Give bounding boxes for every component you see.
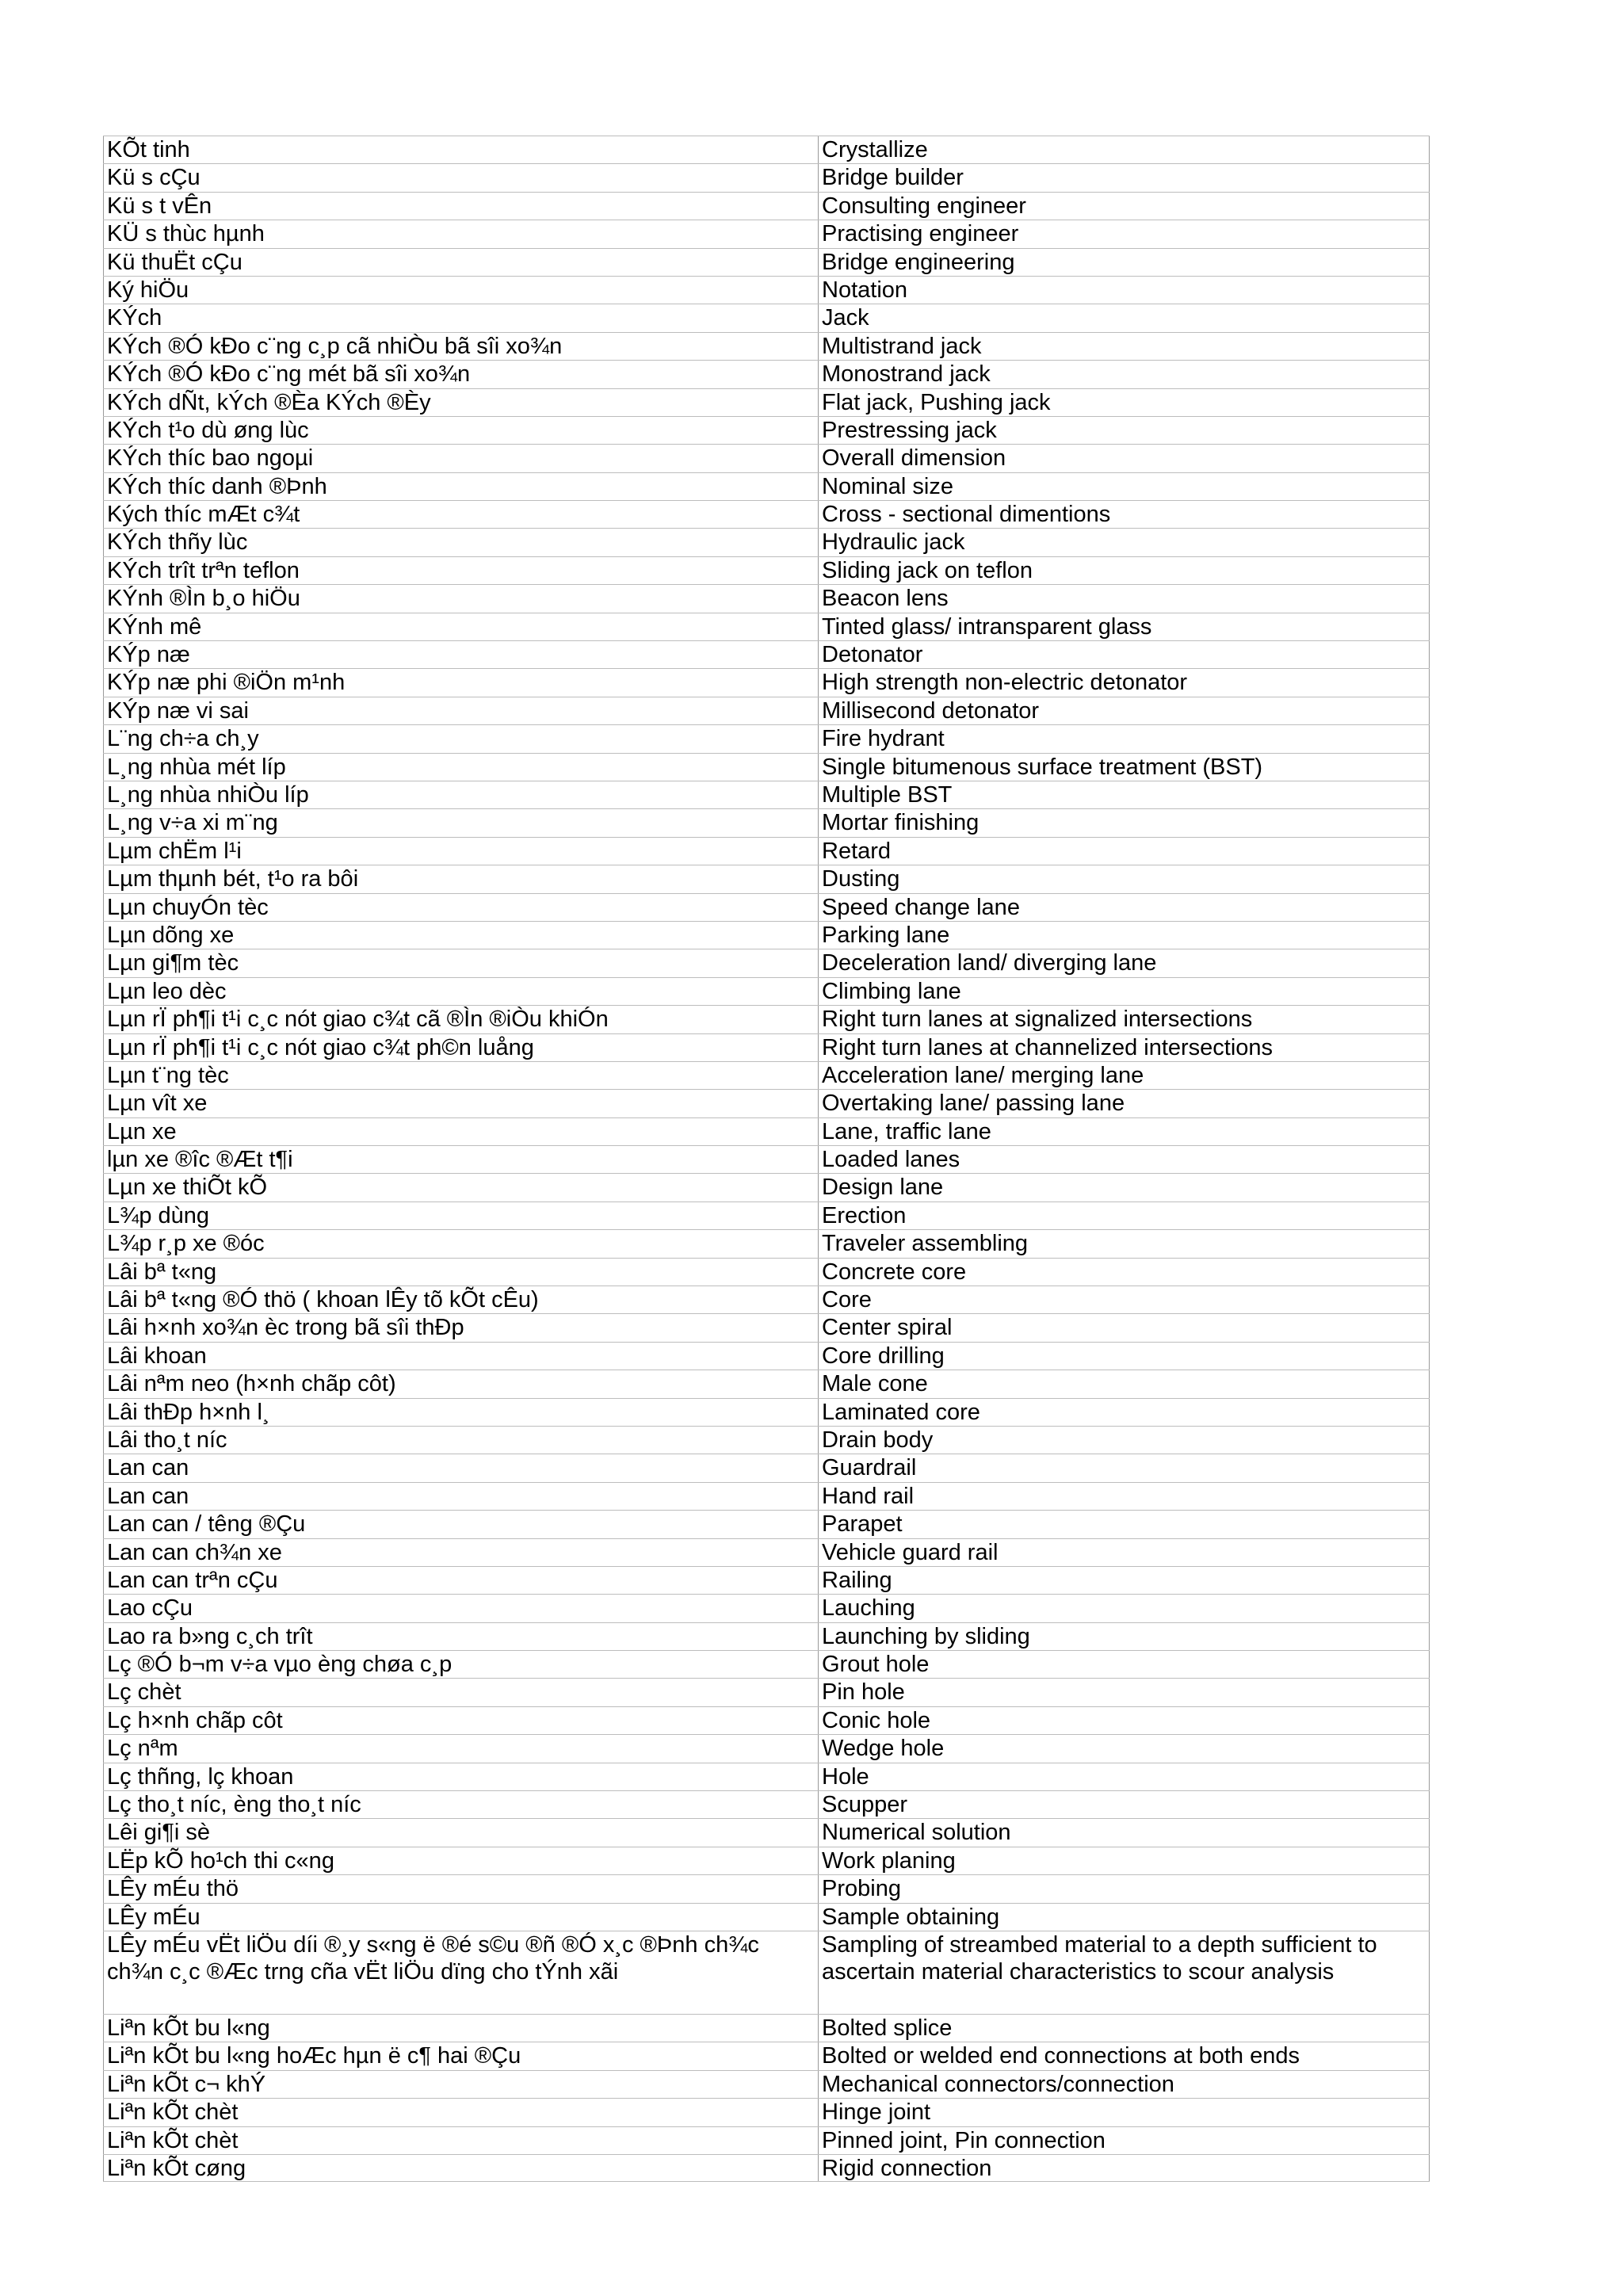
english-term-cell: Design lane: [819, 1174, 1430, 1201]
english-term-cell: Millisecond detonator: [819, 697, 1430, 724]
table-row: [103, 1426, 1430, 1454]
vietnamese-term-cell: Lµn chuyÓn tèc: [103, 894, 819, 921]
vietnamese-term-cell: L¸ng nhùa mét líp: [103, 754, 819, 781]
table-row: [103, 1061, 1430, 1089]
english-term-cell: Pinned joint, Pin connection: [819, 2127, 1430, 2154]
english-term-cell: Fire hydrant: [819, 725, 1430, 752]
table-row: [103, 837, 1430, 865]
vietnamese-term-cell: LÊy mÉu vËt liÖu díi ®¸y s«ng ë ®é s©u ®ñ ®Ó x¸c ®Þnh ch¾c ch¾n c¸c ®Æc trng cña vËt liÖu dïng cho tÝnh xãi: [103, 1931, 819, 2014]
english-term-cell: Lane, traffic lane: [819, 1118, 1430, 1145]
vietnamese-term-cell: Lao cÇu: [103, 1595, 819, 1622]
vietnamese-term-cell: KÝp næ: [103, 641, 819, 668]
english-term-cell: High strength non-electric detonator: [819, 669, 1430, 696]
vietnamese-term-cell: KÜ s thùc hµnh: [103, 220, 819, 247]
table-row: [103, 1594, 1430, 1622]
table-row: [103, 753, 1430, 781]
vietnamese-term-cell: KÝnh mê: [103, 613, 819, 640]
english-term-cell: Hydraulic jack: [819, 529, 1430, 556]
english-term-cell: Male cone: [819, 1370, 1430, 1397]
table-row: [103, 136, 1430, 163]
english-term-cell: Sample obtaining: [819, 1904, 1430, 1931]
vietnamese-term-cell: KÝch thñy lùc: [103, 529, 819, 556]
table-row: [103, 2070, 1430, 2098]
english-term-cell: Hole: [819, 1763, 1430, 1790]
english-term-cell: Acceleration lane/ merging lane: [819, 1062, 1430, 1089]
table-row: [103, 781, 1430, 808]
table-row: [103, 865, 1430, 892]
table-row: [103, 724, 1430, 752]
vietnamese-term-cell: L¾p dùng: [103, 1202, 819, 1229]
english-term-cell: Detonator: [819, 641, 1430, 668]
vietnamese-term-cell: KÝnh ®Ìn b¸o hiÖu: [103, 585, 819, 612]
vietnamese-term-cell: Lan can: [103, 1483, 819, 1510]
table-row: [103, 893, 1430, 921]
english-term-cell: Bridge engineering: [819, 249, 1430, 276]
english-term-cell: Single bitumenous surface treatment (BST): [819, 754, 1430, 781]
vietnamese-term-cell: KÝch thíc bao ngoµi: [103, 445, 819, 472]
english-term-cell: Bolted splice: [819, 2015, 1430, 2042]
vietnamese-term-cell: lµn xe ®îc ®Æt t¶i: [103, 1146, 819, 1173]
vietnamese-term-cell: KÝp næ phi ®iÖn m¹nh: [103, 669, 819, 696]
table-row: [103, 1313, 1430, 1341]
vietnamese-term-cell: KÝch ®Ó kÐo c¨ng c¸p cã nhiÒu bã sîi xo¾n: [103, 333, 819, 360]
table-row: [103, 1398, 1430, 1426]
english-term-cell: Hand rail: [819, 1483, 1430, 1510]
english-term-cell: Railing: [819, 1567, 1430, 1594]
vietnamese-term-cell: Kü s cÇu: [103, 164, 819, 191]
table-row: [103, 2098, 1430, 2126]
vietnamese-term-cell: Liªn kÕt chèt: [103, 2099, 819, 2126]
vietnamese-term-cell: Lâi tho¸t níc: [103, 1427, 819, 1454]
english-term-cell: Drain body: [819, 1427, 1430, 1454]
vietnamese-term-cell: L¸ng nhùa nhiÒu líp: [103, 781, 819, 808]
english-term-cell: Consulting engineer: [819, 193, 1430, 220]
english-term-cell: Parking lane: [819, 922, 1430, 949]
english-term-cell: Core drilling: [819, 1343, 1430, 1370]
table-row: [103, 1734, 1430, 1762]
english-term-cell: Nominal size: [819, 473, 1430, 500]
vietnamese-term-cell: Liªn kÕt bu l«ng: [103, 2015, 819, 2042]
english-term-cell: Crystallize: [819, 136, 1430, 163]
english-term-cell: Deceleration land/ diverging lane: [819, 949, 1430, 976]
table-row: [103, 613, 1430, 640]
vietnamese-term-cell: KÝch thíc danh ®Þnh: [103, 473, 819, 500]
glossary-table: [103, 136, 1430, 2182]
table-row: [103, 163, 1430, 191]
table-row: [103, 1033, 1430, 1061]
vietnamese-term-cell: Lµn gi¶m tèc: [103, 949, 819, 976]
vietnamese-term-cell: Liªn kÕt bu l«ng hoÆc hµn ë c¶ hai ®Çu: [103, 2042, 819, 2069]
vietnamese-term-cell: Lç nªm: [103, 1735, 819, 1762]
table-row: [103, 1706, 1430, 1734]
table-row: [103, 1566, 1430, 1594]
english-term-cell: Vehicle guard rail: [819, 1539, 1430, 1566]
vietnamese-term-cell: Liªn kÕt chèt: [103, 2127, 819, 2154]
table-row: [103, 472, 1430, 500]
english-term-cell: Laminated core: [819, 1399, 1430, 1426]
english-term-cell: Beacon lens: [819, 585, 1430, 612]
table-row: [103, 1763, 1430, 1790]
table-row: [103, 1903, 1430, 1931]
vietnamese-term-cell: Lç tho¸t níc, èng tho¸t níc: [103, 1791, 819, 1818]
vietnamese-term-cell: L¨ng ch÷a ch¸y: [103, 725, 819, 752]
table-row: [103, 2154, 1430, 2182]
table-row: [103, 1847, 1430, 1874]
english-term-cell: Monostrand jack: [819, 361, 1430, 388]
vietnamese-term-cell: Lâi khoan: [103, 1343, 819, 1370]
vietnamese-term-cell: Kých thíc mÆt c¾t: [103, 501, 819, 528]
vietnamese-term-cell: Lâi bª t«ng: [103, 1259, 819, 1286]
table-row: [103, 416, 1430, 444]
table-row: [103, 388, 1430, 416]
vietnamese-term-cell: Lao ra b»ng c¸ch trît: [103, 1623, 819, 1650]
vietnamese-term-cell: KÝch: [103, 304, 819, 331]
english-term-cell: Bridge builder: [819, 164, 1430, 191]
table-row: [103, 1005, 1430, 1033]
table-row: [103, 1790, 1430, 1818]
vietnamese-term-cell: LÊy mÉu: [103, 1904, 819, 1931]
table-row: [103, 1454, 1430, 1481]
vietnamese-term-cell: Lâi thÐp h×nh l¸: [103, 1399, 819, 1426]
table-row: [103, 1874, 1430, 1902]
vietnamese-term-cell: Lµn t¨ng tèc: [103, 1062, 819, 1089]
english-term-cell: Retard: [819, 838, 1430, 865]
vietnamese-term-cell: KÝp næ vi sai: [103, 697, 819, 724]
english-term-cell: Pin hole: [819, 1679, 1430, 1706]
english-term-cell: Hinge joint: [819, 2099, 1430, 2126]
table-row: [103, 1538, 1430, 1566]
english-term-cell: Erection: [819, 1202, 1430, 1229]
english-term-cell: Core: [819, 1286, 1430, 1313]
table-row: [103, 2014, 1430, 2042]
english-term-cell: Flat jack, Pushing jack: [819, 389, 1430, 416]
vietnamese-term-cell: KÝch ®Ó kÐo c¨ng mét bã sîi xo¾n: [103, 361, 819, 388]
table-row: [103, 1173, 1430, 1201]
table-row: [103, 1818, 1430, 1846]
english-term-cell: Lauching: [819, 1595, 1430, 1622]
table-row: [103, 1201, 1430, 1229]
english-term-cell: Work planing: [819, 1847, 1430, 1874]
vietnamese-term-cell: Lµn dõng xe: [103, 922, 819, 949]
vietnamese-term-cell: Lan can ch¾n xe: [103, 1539, 819, 1566]
table-row: [103, 360, 1430, 388]
table-row: [103, 640, 1430, 668]
vietnamese-term-cell: Liªn kÕt c¬ khÝ: [103, 2071, 819, 2098]
vietnamese-term-cell: Lµn vît xe: [103, 1090, 819, 1117]
english-term-cell: Tinted glass/ intransparent glass: [819, 613, 1430, 640]
english-term-cell: Multistrand jack: [819, 333, 1430, 360]
vietnamese-term-cell: Kü s t vÊn: [103, 193, 819, 220]
vietnamese-term-cell: Liªn kÕt cøng: [103, 2155, 819, 2181]
table-row: [103, 1622, 1430, 1650]
english-term-cell: Loaded lanes: [819, 1146, 1430, 1173]
english-term-cell: Grout hole: [819, 1651, 1430, 1678]
vietnamese-term-cell: Lâi nªm neo (h×nh chãp côt): [103, 1370, 819, 1397]
table-row: [103, 1650, 1430, 1678]
table-row: [103, 1117, 1430, 1145]
vietnamese-term-cell: Lâi bª t«ng ®Ó thö ( khoan lÊy tõ kÕt cÊu): [103, 1286, 819, 1313]
english-term-cell: Mortar finishing: [819, 809, 1430, 836]
table-row: [103, 220, 1430, 247]
english-term-cell: Cross - sectional dimentions: [819, 501, 1430, 528]
english-term-cell: Climbing lane: [819, 978, 1430, 1005]
table-row: [103, 668, 1430, 696]
table-row: [103, 332, 1430, 360]
table-row: [103, 1931, 1430, 2014]
table-row: [103, 1145, 1430, 1173]
table-row: [103, 1229, 1430, 1257]
english-term-cell: Rigid connection: [819, 2155, 1430, 2181]
english-term-cell: Multiple BST: [819, 781, 1430, 808]
vietnamese-term-cell: L¾p r¸p xe ®óc: [103, 1230, 819, 1257]
vietnamese-term-cell: LÊy mÉu thö: [103, 1875, 819, 1902]
vietnamese-term-cell: Lç ®Ó b¬m v÷a vµo èng chøa c¸p: [103, 1651, 819, 1678]
table-row: [103, 584, 1430, 612]
english-term-cell: Concrete core: [819, 1259, 1430, 1286]
vietnamese-term-cell: Lµn xe: [103, 1118, 819, 1145]
table-row: [103, 1089, 1430, 1117]
table-row: [103, 1258, 1430, 1286]
english-term-cell: Dusting: [819, 865, 1430, 892]
english-term-cell: Jack: [819, 304, 1430, 331]
english-term-cell: Traveler assembling: [819, 1230, 1430, 1257]
english-term-cell: Overall dimension: [819, 445, 1430, 472]
english-term-cell: Bolted or welded end connections at both ends: [819, 2042, 1430, 2069]
table-row: [103, 921, 1430, 949]
table-row: [103, 556, 1430, 584]
table-row: [103, 1286, 1430, 1313]
table-row: [103, 248, 1430, 276]
vietnamese-term-cell: Lç chèt: [103, 1679, 819, 1706]
vietnamese-term-cell: Ký hiÖu: [103, 277, 819, 304]
english-term-cell: Right turn lanes at channelized intersections: [819, 1034, 1430, 1061]
vietnamese-term-cell: Lan can: [103, 1454, 819, 1481]
english-term-cell: Speed change lane: [819, 894, 1430, 921]
vietnamese-term-cell: Lan can / têng ®Çu: [103, 1511, 819, 1538]
table-row: [103, 1342, 1430, 1370]
english-term-cell: Parapet: [819, 1511, 1430, 1538]
english-term-cell: Wedge hole: [819, 1735, 1430, 1762]
table-row: [103, 977, 1430, 1005]
vietnamese-term-cell: Lµn rÏ ph¶i t¹i c¸c nót giao c¾t cã ®Ìn ®iÒu khiÓn: [103, 1006, 819, 1033]
english-term-cell: Practising engineer: [819, 220, 1430, 247]
english-term-cell: Launching by sliding: [819, 1623, 1430, 1650]
english-term-cell: Prestressing jack: [819, 417, 1430, 444]
english-term-cell: Scupper: [819, 1791, 1430, 1818]
vietnamese-term-cell: Lç h×nh chãp côt: [103, 1707, 819, 1734]
table-row: [103, 1482, 1430, 1510]
english-term-cell: Sampling of streambed material to a depth sufficient to ascertain material characteristics to scour analysis: [819, 1931, 1430, 2014]
vietnamese-term-cell: Lµm chËm l¹i: [103, 838, 819, 865]
table-row: [103, 697, 1430, 724]
vietnamese-term-cell: Lâi h×nh xo¾n èc trong bã sîi thÐp: [103, 1314, 819, 1341]
table-row: [103, 304, 1430, 331]
table-row: [103, 528, 1430, 556]
english-term-cell: Mechanical connectors/connection: [819, 2071, 1430, 2098]
english-term-cell: Numerical solution: [819, 1819, 1430, 1846]
vietnamese-term-cell: KÝch t¹o dù øng lùc: [103, 417, 819, 444]
english-term-cell: Overtaking lane/ passing lane: [819, 1090, 1430, 1117]
english-term-cell: Sliding jack on teflon: [819, 557, 1430, 584]
english-term-cell: Notation: [819, 277, 1430, 304]
vietnamese-term-cell: KÝch dÑt, kÝch ®Èa KÝch ®Èy: [103, 389, 819, 416]
english-term-cell: Conic hole: [819, 1707, 1430, 1734]
table-row: [103, 949, 1430, 976]
vietnamese-term-cell: Lan can trªn cÇu: [103, 1567, 819, 1594]
vietnamese-term-cell: Lµn rÏ ph¶i t¹i c¸c nót giao c¾t ph©n luång: [103, 1034, 819, 1061]
table-row: [103, 1370, 1430, 1397]
table-row: [103, 1510, 1430, 1538]
vietnamese-term-cell: Lµm thµnh bét, t¹o ra bôi: [103, 865, 819, 892]
table-row: [103, 1678, 1430, 1706]
english-term-cell: Guardrail: [819, 1454, 1430, 1481]
table-row: [103, 192, 1430, 220]
table-row: [103, 500, 1430, 528]
table-row: [103, 2126, 1430, 2154]
table-row: [103, 808, 1430, 836]
vietnamese-term-cell: LËp kÕ ho¹ch thi c«ng: [103, 1847, 819, 1874]
table-row: [103, 276, 1430, 304]
vietnamese-term-cell: Kü thuËt cÇu: [103, 249, 819, 276]
vietnamese-term-cell: KÝch trît trªn teflon: [103, 557, 819, 584]
english-term-cell: Probing: [819, 1875, 1430, 1902]
vietnamese-term-cell: Lµn leo dèc: [103, 978, 819, 1005]
vietnamese-term-cell: KÕt tinh: [103, 136, 819, 163]
english-term-cell: Right turn lanes at signalized intersections: [819, 1006, 1430, 1033]
table-row: [103, 444, 1430, 472]
english-term-cell: Center spiral: [819, 1314, 1430, 1341]
vietnamese-term-cell: L¸ng v÷a xi m¨ng: [103, 809, 819, 836]
vietnamese-term-cell: Lµn xe thiÕt kÕ: [103, 1174, 819, 1201]
table-row: [103, 2042, 1430, 2069]
vietnamese-term-cell: Lêi gi¶i sè: [103, 1819, 819, 1846]
vietnamese-term-cell: Lç thñng, lç khoan: [103, 1763, 819, 1790]
